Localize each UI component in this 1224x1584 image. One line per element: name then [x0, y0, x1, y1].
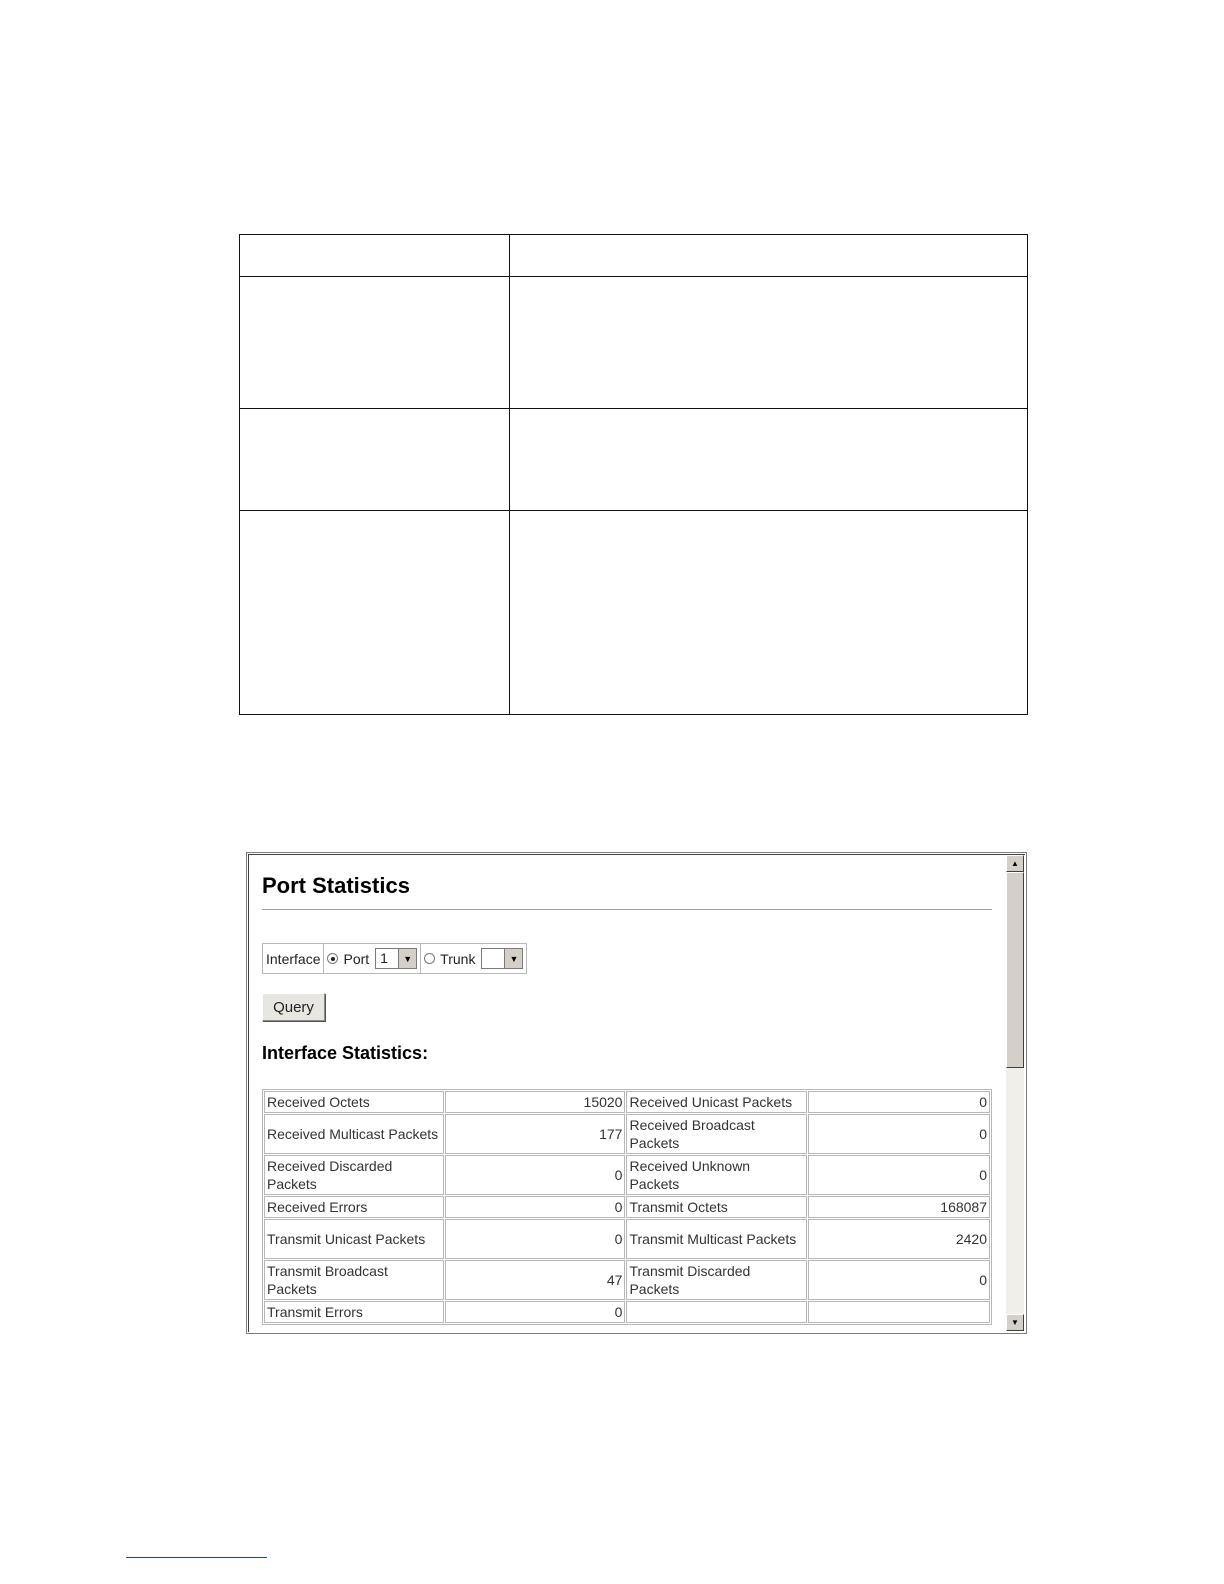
stat-value: 15020: [445, 1091, 625, 1113]
stat-label: [626, 1301, 806, 1323]
interface-statistics-table: [262, 1089, 992, 1325]
stat-label: Transmit Unicast Packets: [264, 1219, 444, 1259]
stat-value: 0: [445, 1301, 625, 1323]
scroll-up-icon[interactable]: ▲: [1006, 855, 1024, 872]
port-select[interactable]: [375, 948, 417, 969]
stat-value: 2420: [808, 1219, 990, 1259]
title-divider: [262, 909, 992, 911]
port-radio-label: Port: [343, 950, 370, 967]
stat-value: 0: [808, 1091, 990, 1113]
stat-label: Received Broadcast Packets: [626, 1114, 806, 1154]
interface-label: Interface: [263, 944, 324, 973]
table-row: [264, 1301, 990, 1323]
doc-table-cell: [240, 511, 510, 715]
chevron-down-icon[interactable]: ▼: [504, 949, 522, 968]
doc-table-cell: [240, 235, 510, 277]
table-row: [264, 1196, 990, 1218]
trunk-radio[interactable]: [424, 953, 435, 964]
trunk-select[interactable]: [481, 948, 523, 969]
scroll-down-icon[interactable]: ▼: [1006, 1314, 1024, 1331]
doc-table-cell: [510, 235, 1028, 277]
trunk-select-value: [482, 949, 504, 968]
doc-table-cell: [240, 277, 510, 409]
port-select-value: 1: [380, 950, 388, 966]
table-row: [264, 1260, 990, 1300]
stat-value: 0: [808, 1155, 990, 1195]
doc-table-cell: [510, 511, 1028, 715]
stat-value: [808, 1301, 990, 1323]
document-table: [239, 234, 1028, 715]
stat-value: 0: [445, 1219, 625, 1259]
stat-value: 0: [808, 1114, 990, 1154]
port-statistics-window: [246, 852, 1027, 1334]
page-title: Port Statistics: [262, 873, 410, 898]
stat-value: 177: [445, 1114, 625, 1154]
port-option: [324, 944, 421, 973]
table-row: [264, 1155, 990, 1195]
doc-table-cell: [510, 277, 1028, 409]
stat-label: Transmit Octets: [626, 1196, 806, 1218]
stat-label: Received Errors: [264, 1196, 444, 1218]
window-content: [262, 853, 992, 1333]
port-radio[interactable]: [327, 953, 338, 964]
doc-table-cell: [510, 409, 1028, 511]
vertical-scrollbar[interactable]: [1006, 855, 1024, 1331]
stat-label: Received Multicast Packets: [264, 1114, 444, 1154]
stat-value: 168087: [808, 1196, 990, 1218]
interface-selector: [262, 943, 527, 974]
stat-label: Transmit Errors: [264, 1301, 444, 1323]
table-row: [264, 1114, 990, 1154]
stat-value: 0: [445, 1155, 625, 1195]
stat-value: 47: [445, 1260, 625, 1300]
doc-table-cell: [240, 409, 510, 511]
query-button[interactable]: Query: [262, 993, 325, 1021]
stat-label: Received Unicast Packets: [626, 1091, 806, 1113]
stat-label: Transmit Broadcast Packets: [264, 1260, 444, 1300]
stat-label: Received Octets: [264, 1091, 444, 1113]
stat-label: Transmit Discarded Packets: [626, 1260, 806, 1300]
interface-statistics-heading: Interface Statistics:: [262, 1043, 429, 1063]
table-row: [264, 1219, 990, 1259]
chevron-down-icon[interactable]: ▼: [398, 949, 416, 968]
table-row: [264, 1091, 990, 1113]
footnote-rule: [126, 1557, 267, 1558]
stat-label: Transmit Multicast Packets: [626, 1219, 806, 1259]
stat-label: Received Unknown Packets: [626, 1155, 806, 1195]
scrollbar-thumb[interactable]: [1006, 872, 1024, 1068]
stat-value: 0: [808, 1260, 990, 1300]
stat-value: 0: [445, 1196, 625, 1218]
trunk-option: [421, 944, 526, 973]
stat-label: Received Discarded Packets: [264, 1155, 444, 1195]
trunk-radio-label: Trunk: [440, 950, 476, 967]
